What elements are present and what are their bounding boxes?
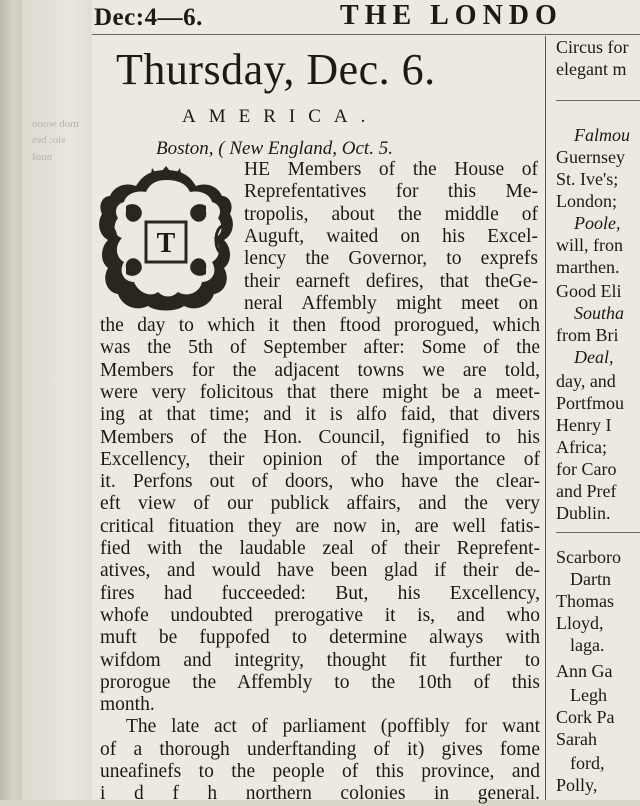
article-line: ing at that time; and it is alfo faid, that divers: [100, 404, 540, 426]
article-line: lency the Governor, to exprefs: [244, 248, 538, 270]
day-heading: Thursday, Dec. 6.: [116, 45, 436, 94]
article-line: critical fituation they are now in, are well fatis-: [100, 515, 540, 537]
article-line: Reprefentatives for this Me-: [244, 181, 538, 203]
article-line: Excellency, their opinion of the importance of: [100, 448, 540, 470]
article-line: HE Members of the House of: [244, 159, 538, 180]
column-rule: [545, 36, 546, 800]
column-fragment: Scarboro: [556, 547, 621, 567]
article-line: of a thorough underftanding of it) gives fome: [100, 738, 540, 760]
section-heading: AMERICA.: [182, 106, 379, 127]
column-fragment: Sarah: [556, 729, 597, 749]
column-fragment: and Pref: [556, 481, 617, 501]
page-spine: [0, 0, 22, 800]
svg-text:T: T: [156, 228, 176, 259]
column-fragment: laga.: [570, 635, 605, 655]
facing-page-margin: [22, 0, 92, 800]
article-line: fied with the laudable zeal of their Reprefent-: [100, 538, 540, 559]
column-fragment: Ann Ga: [556, 661, 613, 681]
column-fragment: Southa: [574, 303, 625, 323]
article-line: atives, and would have been glad if their de-: [100, 560, 540, 582]
ornament-icon: [96, 166, 236, 314]
column-fragment: St. Ive's;: [556, 169, 619, 189]
column-fragment: ford,: [570, 753, 605, 773]
article-line: wifdom and integrity, thought fit further to: [100, 649, 540, 671]
column-fragment: Falmou: [574, 125, 630, 145]
article-line: Auguft, waited on his Excel-: [244, 225, 538, 247]
article-line: the day to which it then ftood prorogued, which: [100, 315, 540, 336]
article-line: The late act of parliament (poffibly for want: [126, 716, 540, 738]
header-rule: [92, 34, 640, 35]
column-fragment: Deal,: [574, 347, 614, 367]
article-line: were very folicitous that there might be a meet-: [100, 381, 540, 403]
column-fragment: elegant m: [556, 59, 627, 79]
masthead-title: THE LONDO: [340, 0, 563, 31]
article-line: muft be fuppofed to determine always with: [100, 627, 540, 649]
column-fragment: marthen.: [556, 257, 620, 277]
ink-bleed-through: mob wooo: [32, 118, 79, 130]
column-fragment: Thomas: [556, 591, 614, 611]
column-fragment: for Caro: [556, 459, 617, 479]
article-line: their earneft defires, that theGe-: [244, 270, 538, 292]
column-fragment: Dublin.: [556, 503, 611, 523]
column-fragment: Cork Pa: [556, 707, 615, 727]
ink-bleed-through: nuoΙ: [32, 151, 53, 163]
column-divider: [556, 532, 640, 533]
column-fragment: Legh: [570, 685, 607, 705]
dispatch-source: Boston, ( New England, Oct. 5.: [156, 138, 393, 159]
article-line: month.: [100, 694, 155, 716]
column-fragment: Good Eli: [556, 281, 622, 301]
column-fragment: Circus for: [556, 37, 629, 57]
column-fragment: Dartn: [570, 569, 611, 589]
column-fragment: Poole,: [574, 213, 621, 233]
column-fragment: Lloyd,: [556, 613, 604, 633]
article-line: was the 5th of September after: Some of the: [100, 337, 540, 359]
column-fragment: Polly,: [556, 775, 598, 795]
column-fragment: day, and: [556, 371, 616, 391]
column-fragment: London;: [556, 191, 617, 211]
column-fragment: will, fron: [556, 235, 623, 255]
article-line: Members of the Hon. Council, fignified to his: [100, 426, 540, 448]
article-line: i d f h northern colonies in general.: [100, 783, 540, 805]
issue-dateline: Dec:4—6.: [94, 4, 203, 31]
column-divider: [556, 100, 640, 101]
article-line: whofe undoubted prerogative it is, and who: [100, 604, 540, 626]
article-line: tropolis, about the middle of: [244, 203, 538, 225]
column-fragment: Africa;: [556, 437, 607, 457]
column-fragment: Guernsey: [556, 147, 625, 167]
article-line: prorogue the Affembly to the 10th of this: [100, 671, 540, 693]
column-fragment: Henry I: [556, 415, 612, 435]
article-line: neral Affembly might meet on: [244, 292, 538, 314]
column-fragment: from Bri: [556, 325, 619, 345]
article-line: Members for the adjacent towns we are told,: [100, 359, 540, 381]
ornamental-initial: [96, 166, 236, 314]
article-line: it. Perfons out of doors, who have the clear-: [100, 471, 540, 493]
column-fragment: Portfmou: [556, 393, 625, 413]
article-line: fires had fucceeded: But, his Excellency,: [100, 582, 540, 604]
article-line: eft view of our publick affairs, and the very: [100, 493, 540, 515]
ink-bleed-through: sio: bes: [32, 134, 66, 146]
article-line: uneafinefs to the people of this province, and: [100, 761, 540, 782]
